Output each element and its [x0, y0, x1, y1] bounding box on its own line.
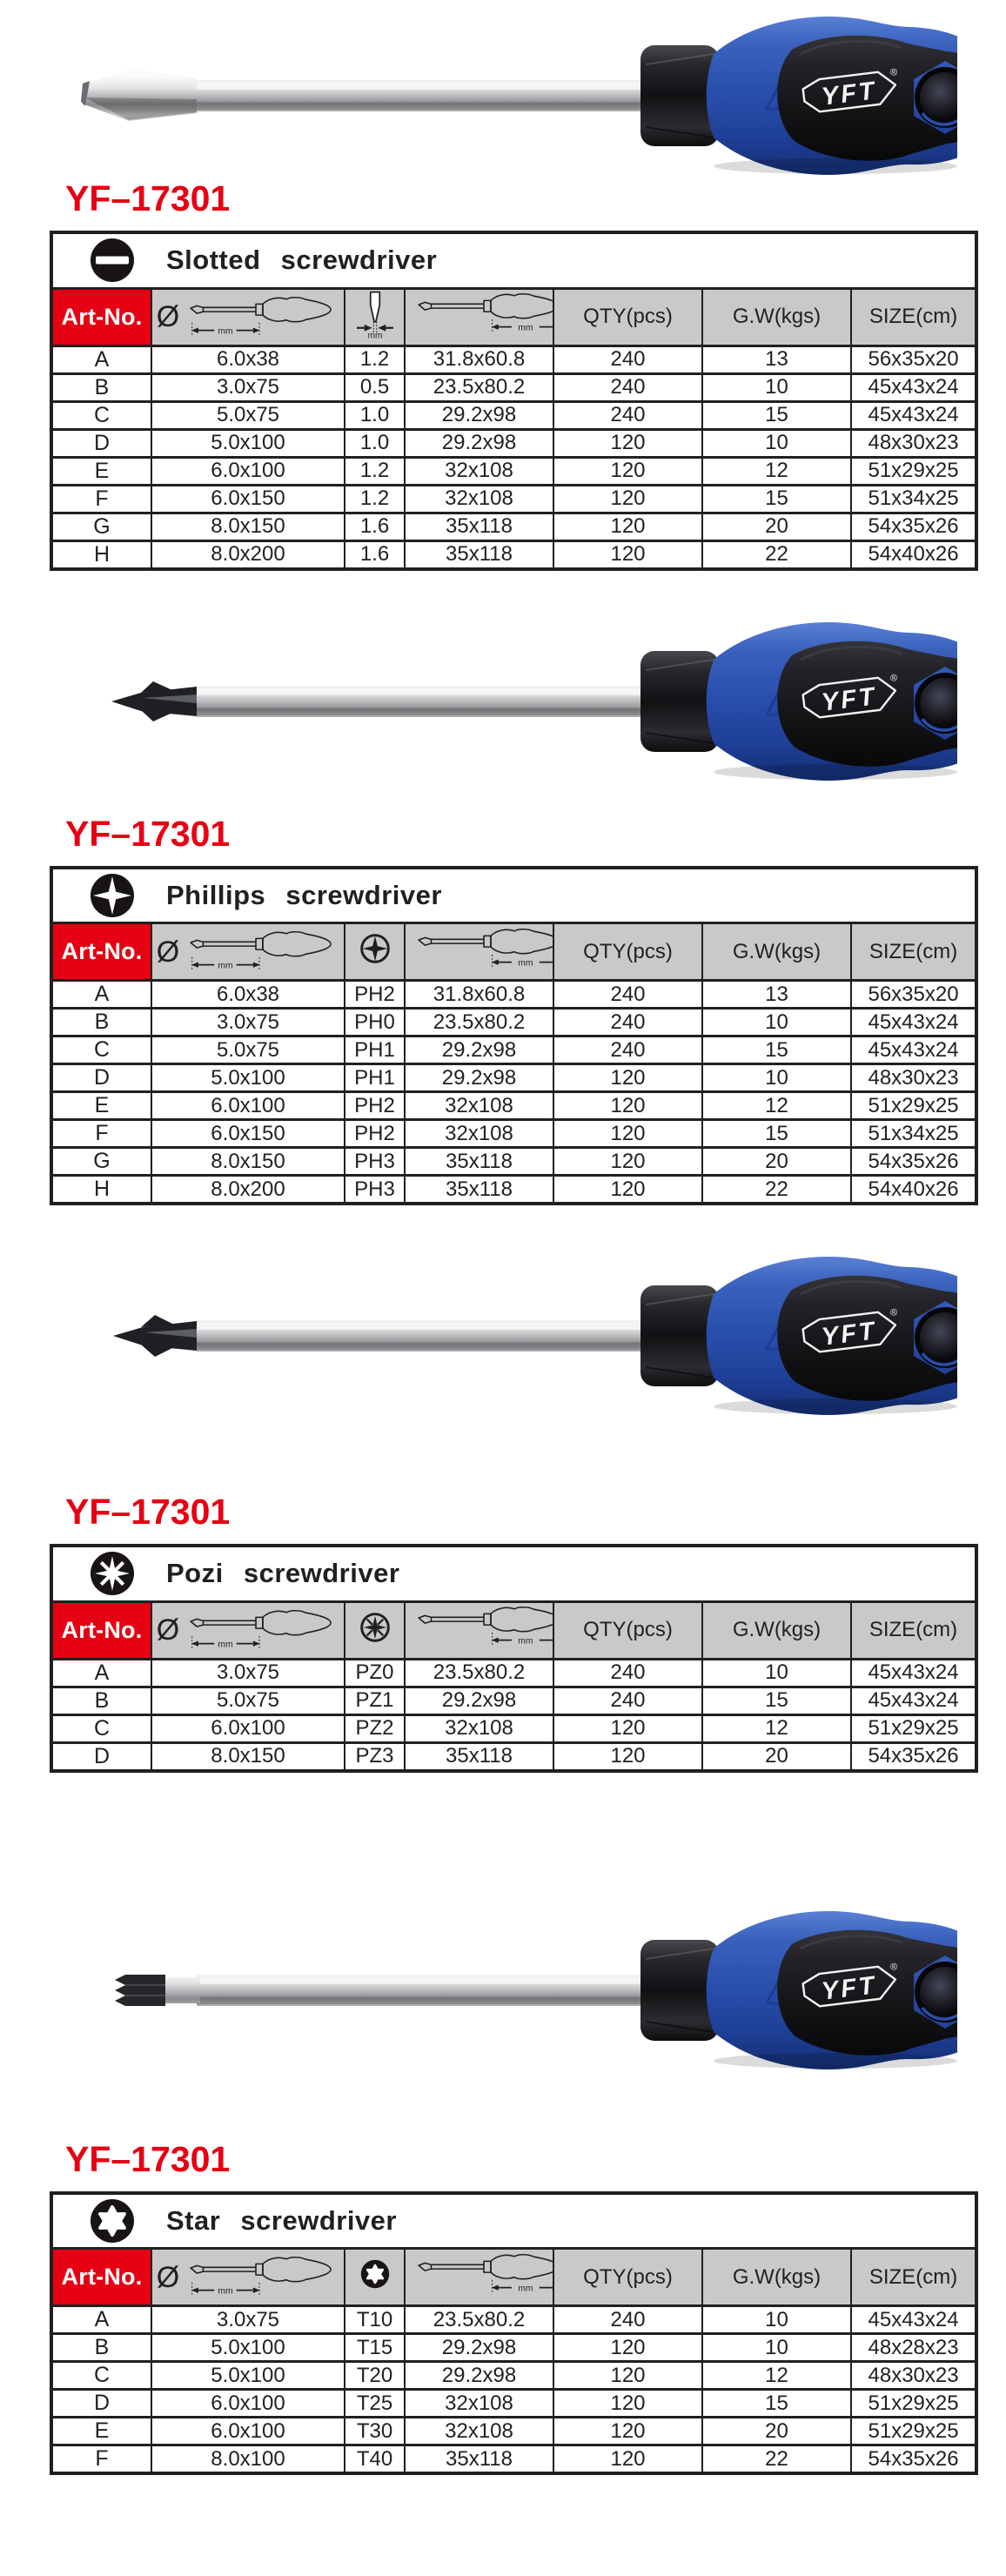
model-number-heading: YF–17301 — [65, 178, 231, 218]
gross-weight-cell: 15 — [702, 1036, 851, 1064]
qty-cell: 120 — [553, 2445, 702, 2474]
blade-size-cell: 29.2x98 — [405, 1036, 553, 1064]
carton-size-cell: 51x34x25 — [851, 485, 976, 513]
section-star — [0, 1895, 1006, 2476]
diameter-cell: 6.0x100 — [151, 457, 345, 485]
tip-size-cell: PH3 — [345, 1176, 405, 1204]
table-row — [51, 2306, 976, 2334]
spec-table-phillips — [50, 866, 978, 1206]
carton-size-cell: 54x40x26 — [851, 1176, 976, 1204]
qty-cell: 120 — [553, 1092, 702, 1120]
length-header — [405, 923, 553, 981]
gross-weight-cell: 15 — [702, 2390, 851, 2418]
art-no-cell: D — [51, 1742, 151, 1771]
gw-header: G.W(kgs) — [702, 288, 851, 345]
gross-weight-cell: 12 — [702, 1092, 851, 1120]
gross-weight-cell: 22 — [702, 540, 851, 569]
overall-length-dimension-icon — [406, 1605, 553, 1649]
qty-header: QTY(pcs) — [553, 288, 702, 345]
blade-size-cell: 35x118 — [405, 1742, 553, 1771]
carton-size-cell: 45x43x24 — [851, 1687, 976, 1714]
gw-header: G.W(kgs) — [702, 923, 851, 981]
carton-size-cell: 48x28x23 — [851, 2334, 976, 2362]
qty-cell: 120 — [553, 429, 702, 457]
phillips-tip-icon — [111, 681, 197, 721]
diameter-header — [151, 1601, 345, 1659]
table-row — [51, 2362, 976, 2390]
tip-size-cell: 1.0 — [345, 401, 405, 429]
carton-size-cell: 45x43x24 — [851, 1659, 976, 1687]
table-row — [51, 485, 976, 513]
art-no-cell: H — [51, 540, 151, 569]
product-image-phillips — [0, 606, 1006, 797]
art-no-cell: A — [51, 981, 151, 1009]
blade-size-cell: 29.2x98 — [405, 2334, 553, 2362]
shaft-diameter-dimension-icon — [186, 929, 339, 974]
art-no-cell: D — [51, 429, 151, 457]
gross-weight-cell: 10 — [702, 2306, 851, 2334]
tip-size-cell: PH2 — [345, 981, 405, 1009]
tip-size-cell: PZ0 — [345, 1659, 405, 1687]
table-row — [51, 1064, 976, 1092]
tip-size-header — [345, 2249, 405, 2306]
tip-size-cell: 1.2 — [345, 345, 405, 373]
section-slotted — [0, 0, 1006, 571]
diameter-cell: 5.0x75 — [151, 1036, 345, 1064]
diameter-cell: 6.0x150 — [151, 485, 345, 513]
diameter-cell: 8.0x200 — [151, 540, 345, 569]
tip-size-cell: 1.6 — [345, 513, 405, 540]
table-row — [51, 373, 976, 401]
diameter-cell: 5.0x100 — [151, 2362, 345, 2390]
blade-thickness-gauge-icon — [351, 290, 399, 339]
table-title: Star screwdriver — [166, 2204, 397, 2236]
carton-size-cell: 45x43x24 — [851, 401, 976, 429]
torx-star-tip-icon — [115, 1975, 200, 2006]
art-no-header: Art-No. — [51, 1601, 151, 1659]
shaft-diameter-dimension-icon — [186, 1608, 339, 1653]
carton-size-cell: 56x35x20 — [851, 981, 976, 1009]
qty-cell: 240 — [553, 401, 702, 429]
tip-size-cell: 1.6 — [345, 540, 405, 569]
table-title-cell — [51, 868, 976, 923]
art-no-cell: F — [51, 2445, 151, 2474]
pozi-screw-head-icon — [90, 1551, 135, 1596]
art-no-header: Art-No. — [51, 2249, 151, 2306]
qty-cell: 240 — [553, 2306, 702, 2334]
table-row — [51, 1659, 976, 1687]
gross-weight-cell: 15 — [702, 485, 851, 513]
diameter-cell: 8.0x100 — [151, 2445, 345, 2474]
qty-cell: 120 — [553, 2362, 702, 2390]
qty-cell: 240 — [553, 1036, 702, 1064]
blade-size-cell: 23.5x80.2 — [405, 1659, 553, 1687]
size-header: SIZE(cm) — [851, 1601, 976, 1659]
tip-size-header — [345, 288, 405, 345]
diameter-symbol: Ø — [156, 300, 180, 333]
qty-cell: 120 — [553, 1148, 702, 1176]
gross-weight-cell: 15 — [702, 1120, 851, 1148]
table-row — [51, 1742, 976, 1771]
blade-size-cell: 32x108 — [405, 1092, 553, 1120]
diameter-symbol: Ø — [156, 1613, 180, 1647]
screwdriver-body — [197, 1911, 957, 2070]
model-number-heading: YF–17301 — [65, 813, 231, 854]
diameter-cell: 6.0x100 — [151, 1714, 345, 1742]
model-number-heading: YF–17301 — [65, 1492, 231, 1532]
blade-size-cell: 32x108 — [405, 457, 553, 485]
blade-size-cell: 29.2x98 — [405, 1687, 553, 1714]
tip-size-header — [345, 1601, 405, 1659]
art-no-cell: B — [51, 1687, 151, 1714]
tip-size-cell: PZ2 — [345, 1714, 405, 1742]
art-no-cell: C — [51, 1036, 151, 1064]
gross-weight-cell: 10 — [702, 1064, 851, 1092]
carton-size-cell: 54x35x26 — [851, 513, 976, 540]
art-no-cell: B — [51, 1009, 151, 1036]
table-row — [51, 401, 976, 429]
carton-size-cell: 45x43x24 — [851, 1009, 976, 1036]
blade-size-cell: 23.5x80.2 — [405, 2306, 553, 2334]
gw-header: G.W(kgs) — [702, 2249, 851, 2306]
carton-size-cell: 54x35x26 — [851, 2445, 976, 2474]
table-row — [51, 1092, 976, 1120]
gross-weight-cell: 12 — [702, 2362, 851, 2390]
tip-size-cell: 1.0 — [345, 429, 405, 457]
table-row — [51, 1148, 976, 1176]
art-no-cell: H — [51, 1176, 151, 1204]
blade-size-cell: 29.2x98 — [405, 429, 553, 457]
size-header: SIZE(cm) — [851, 288, 976, 345]
phillips-screw-head-icon — [90, 873, 135, 918]
carton-size-cell: 51x29x25 — [851, 2390, 976, 2418]
overall-length-dimension-icon — [406, 927, 553, 971]
diameter-cell: 5.0x75 — [151, 1687, 345, 1714]
length-header — [405, 2249, 553, 2306]
diameter-header — [151, 2249, 345, 2306]
gross-weight-cell: 22 — [702, 2445, 851, 2474]
screwdriver-body — [197, 17, 957, 175]
blade-size-cell: 23.5x80.2 — [405, 373, 553, 401]
blade-size-cell: 35x118 — [405, 1148, 553, 1176]
carton-size-cell: 51x34x25 — [851, 1120, 976, 1148]
tip-size-cell: T20 — [345, 2362, 405, 2390]
art-no-cell: G — [51, 1148, 151, 1176]
art-no-cell: G — [51, 513, 151, 540]
section-phillips — [0, 606, 1006, 1206]
art-no-cell: C — [51, 401, 151, 429]
product-image-slotted — [0, 0, 1006, 191]
gross-weight-cell: 20 — [702, 513, 851, 540]
carton-size-cell: 51x29x25 — [851, 1092, 976, 1120]
gross-weight-cell: 15 — [702, 401, 851, 429]
diameter-symbol: Ø — [156, 2260, 180, 2294]
art-no-cell: E — [51, 2418, 151, 2445]
diameter-cell: 3.0x75 — [151, 373, 345, 401]
blade-size-cell: 32x108 — [405, 1714, 553, 1742]
gross-weight-cell: 10 — [702, 373, 851, 401]
blade-size-cell: 31.8x60.8 — [405, 981, 553, 1009]
torx-star-screw-head-icon — [90, 2198, 135, 2244]
qty-cell: 240 — [553, 1009, 702, 1036]
art-no-cell: A — [51, 2306, 151, 2334]
gross-weight-cell: 10 — [702, 1659, 851, 1687]
section-pozi — [0, 1240, 1006, 1773]
carton-size-cell: 45x43x24 — [851, 373, 976, 401]
carton-size-cell: 45x43x24 — [851, 1036, 976, 1064]
overall-length-dimension-icon — [406, 292, 553, 336]
blade-size-cell: 35x118 — [405, 540, 553, 569]
diameter-cell: 5.0x100 — [151, 2334, 345, 2362]
gross-weight-cell: 15 — [702, 1687, 851, 1714]
carton-size-cell: 56x35x20 — [851, 345, 976, 373]
carton-size-cell: 54x35x26 — [851, 1148, 976, 1176]
gross-weight-cell: 22 — [702, 1176, 851, 1204]
table-row — [51, 2334, 976, 2362]
art-no-cell: A — [51, 1659, 151, 1687]
blade-size-cell: 23.5x80.2 — [405, 1009, 553, 1036]
blade-size-cell: 29.2x98 — [405, 401, 553, 429]
tip-size-cell: T10 — [345, 2306, 405, 2334]
diameter-cell: 3.0x75 — [151, 1009, 345, 1036]
art-no-cell: D — [51, 2390, 151, 2418]
art-no-cell: D — [51, 1064, 151, 1092]
shaft-diameter-dimension-icon — [186, 295, 339, 339]
pozi-tip-icon — [113, 1315, 197, 1357]
gross-weight-cell: 20 — [702, 1148, 851, 1176]
qty-cell: 240 — [553, 373, 702, 401]
tip-size-cell: 1.2 — [345, 485, 405, 513]
torx-point-size-icon — [351, 2250, 399, 2298]
gross-weight-cell: 12 — [702, 1714, 851, 1742]
art-no-cell: A — [51, 345, 151, 373]
table-title-cell — [51, 1546, 976, 1601]
table-row — [51, 540, 976, 569]
diameter-cell: 6.0x38 — [151, 981, 345, 1009]
diameter-cell: 6.0x100 — [151, 2390, 345, 2418]
carton-size-cell: 51x29x25 — [851, 1714, 976, 1742]
model-number-heading: YF–17301 — [65, 2138, 231, 2179]
tip-size-cell: PH2 — [345, 1120, 405, 1148]
art-no-cell: E — [51, 457, 151, 485]
gross-weight-cell: 20 — [702, 2418, 851, 2445]
slotted-screw-head-icon — [90, 238, 135, 283]
carton-size-cell: 48x30x23 — [851, 2362, 976, 2390]
qty-cell: 120 — [553, 1120, 702, 1148]
tip-size-cell: PH3 — [345, 1148, 405, 1176]
qty-cell: 120 — [553, 485, 702, 513]
carton-size-cell: 54x35x26 — [851, 1742, 976, 1771]
spec-table-pozi — [50, 1544, 978, 1773]
blade-size-cell: 32x108 — [405, 485, 553, 513]
blade-size-cell: 32x108 — [405, 2418, 553, 2445]
art-no-header: Art-No. — [51, 288, 151, 345]
diameter-symbol: Ø — [156, 935, 180, 969]
gross-weight-cell: 12 — [702, 457, 851, 485]
qty-cell: 120 — [553, 2390, 702, 2418]
carton-size-cell: 45x43x24 — [851, 2306, 976, 2334]
table-row — [51, 1036, 976, 1064]
tip-size-cell: T40 — [345, 2445, 405, 2474]
pozi-point-size-icon — [351, 1603, 399, 1652]
tip-size-cell: PZ3 — [345, 1742, 405, 1771]
qty-header: QTY(pcs) — [553, 2249, 702, 2306]
diameter-cell: 5.0x100 — [151, 429, 345, 457]
gross-weight-cell: 13 — [702, 981, 851, 1009]
gross-weight-cell: 10 — [702, 1009, 851, 1036]
carton-size-cell: 48x30x23 — [851, 1064, 976, 1092]
blade-size-cell: 29.2x98 — [405, 1064, 553, 1092]
carton-size-cell: 48x30x23 — [851, 429, 976, 457]
blade-size-cell: 35x118 — [405, 513, 553, 540]
table-row — [51, 345, 976, 373]
tip-size-cell: PH1 — [345, 1036, 405, 1064]
shaft-diameter-dimension-icon — [186, 2255, 339, 2299]
qty-cell: 120 — [553, 1742, 702, 1771]
tip-size-cell: T30 — [345, 2418, 405, 2445]
gross-weight-cell: 10 — [702, 429, 851, 457]
art-no-cell: F — [51, 1120, 151, 1148]
diameter-cell: 6.0x100 — [151, 2418, 345, 2445]
table-row — [51, 1176, 976, 1204]
art-no-cell: E — [51, 1092, 151, 1120]
table-row — [51, 429, 976, 457]
table-title: Slotted screwdriver — [166, 245, 438, 276]
blade-size-cell: 32x108 — [405, 2390, 553, 2418]
length-header — [405, 1601, 553, 1659]
slotted-tip-icon — [81, 69, 197, 121]
diameter-cell: 8.0x150 — [151, 1148, 345, 1176]
table-title: Phillips screwdriver — [166, 879, 442, 910]
table-row — [51, 2445, 976, 2474]
gw-header: G.W(kgs) — [702, 1601, 851, 1659]
qty-cell: 120 — [553, 513, 702, 540]
table-title: Pozi screwdriver — [166, 1558, 400, 1589]
table-row — [51, 1009, 976, 1036]
tip-size-cell: T15 — [345, 2334, 405, 2362]
diameter-cell: 6.0x100 — [151, 1092, 345, 1120]
tip-size-cell: PH0 — [345, 1009, 405, 1036]
qty-cell: 240 — [553, 1687, 702, 1714]
table-row — [51, 2418, 976, 2445]
spec-table-star — [50, 2191, 978, 2476]
diameter-cell: 3.0x75 — [151, 2306, 345, 2334]
art-no-cell: B — [51, 2334, 151, 2362]
table-row — [51, 1714, 976, 1742]
table-title-cell — [51, 2193, 976, 2249]
tip-size-cell: PZ1 — [345, 1687, 405, 1714]
diameter-cell: 5.0x100 — [151, 1064, 345, 1092]
table-title-cell — [51, 232, 976, 288]
table-row — [51, 1120, 976, 1148]
qty-cell: 240 — [553, 1659, 702, 1687]
gross-weight-cell: 13 — [702, 345, 851, 373]
diameter-cell: 5.0x75 — [151, 401, 345, 429]
length-header — [405, 288, 553, 345]
diameter-cell: 8.0x150 — [151, 1742, 345, 1771]
tip-size-cell: PH1 — [345, 1064, 405, 1092]
art-no-cell: C — [51, 2362, 151, 2390]
table-row — [51, 2390, 976, 2418]
carton-size-cell: 51x29x25 — [851, 2418, 976, 2445]
overall-length-dimension-icon — [406, 2252, 553, 2297]
art-no-cell: B — [51, 373, 151, 401]
diameter-cell: 8.0x200 — [151, 1176, 345, 1204]
qty-cell: 120 — [553, 1714, 702, 1742]
diameter-header — [151, 923, 345, 981]
art-no-cell: C — [51, 1714, 151, 1742]
blade-size-cell: 35x118 — [405, 1176, 553, 1204]
qty-cell: 120 — [553, 2334, 702, 2362]
qty-cell: 120 — [553, 1176, 702, 1204]
product-image-pozi — [0, 1240, 1006, 1432]
size-header: SIZE(cm) — [851, 923, 976, 981]
screwdriver-body — [197, 1257, 957, 1415]
tip-size-cell: PH2 — [345, 1092, 405, 1120]
diameter-cell: 8.0x150 — [151, 513, 345, 540]
gross-weight-cell: 20 — [702, 1742, 851, 1771]
tip-size-cell: 1.2 — [345, 457, 405, 485]
qty-cell: 240 — [553, 981, 702, 1009]
table-row — [51, 981, 976, 1009]
art-no-header: Art-No. — [51, 923, 151, 981]
diameter-cell: 6.0x150 — [151, 1120, 345, 1148]
gross-weight-cell: 10 — [702, 2334, 851, 2362]
art-no-cell: F — [51, 485, 151, 513]
diameter-cell: 3.0x75 — [151, 1659, 345, 1687]
size-header: SIZE(cm) — [851, 2249, 976, 2306]
qty-cell: 120 — [553, 1064, 702, 1092]
tip-size-cell: 0.5 — [345, 373, 405, 401]
screwdriver-body — [197, 622, 957, 781]
qty-cell: 120 — [553, 2418, 702, 2445]
phillips-point-size-icon — [351, 924, 399, 973]
qty-header: QTY(pcs) — [553, 1601, 702, 1659]
tip-size-cell: T25 — [345, 2390, 405, 2418]
blade-size-cell: 31.8x60.8 — [405, 345, 553, 373]
qty-header: QTY(pcs) — [553, 923, 702, 981]
product-image-star — [0, 1895, 1006, 2086]
table-row — [51, 1687, 976, 1714]
qty-cell: 240 — [553, 345, 702, 373]
qty-cell: 120 — [553, 457, 702, 485]
table-row — [51, 513, 976, 540]
carton-size-cell: 51x29x25 — [851, 457, 976, 485]
blade-size-cell: 29.2x98 — [405, 2362, 553, 2390]
diameter-cell: 6.0x38 — [151, 345, 345, 373]
qty-cell: 120 — [553, 540, 702, 569]
spec-table-slotted — [50, 231, 978, 571]
tip-size-header — [345, 923, 405, 981]
table-row — [51, 457, 976, 485]
blade-size-cell: 32x108 — [405, 1120, 553, 1148]
diameter-header — [151, 288, 345, 345]
blade-size-cell: 35x118 — [405, 2445, 553, 2474]
carton-size-cell: 54x40x26 — [851, 540, 976, 569]
